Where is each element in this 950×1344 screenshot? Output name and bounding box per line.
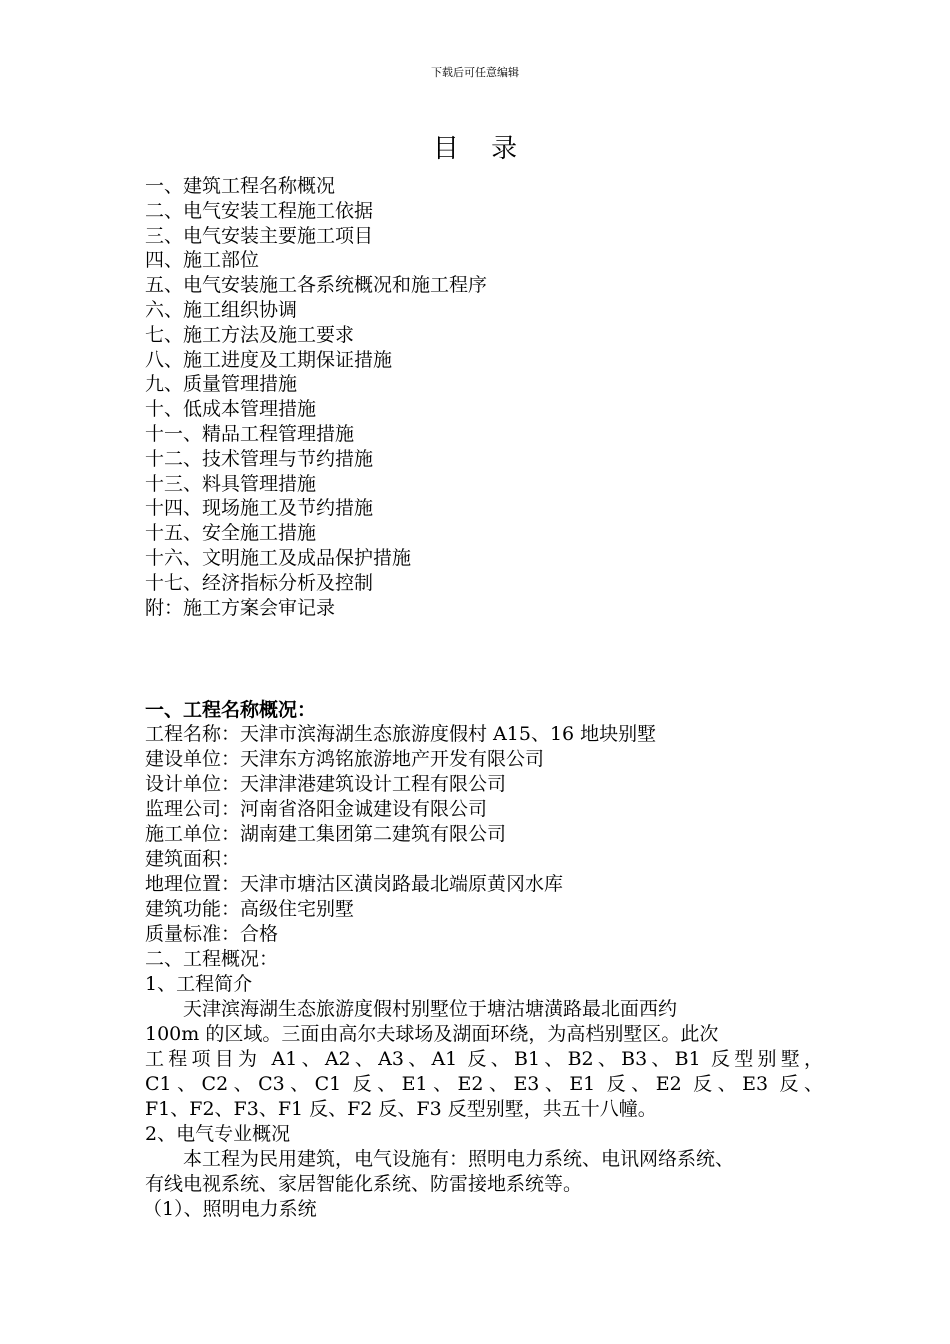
project-info-line: 设计单位：天津津港建筑设计工程有限公司 [145,773,507,795]
paragraph-line: 本工程为民用建筑，电气设施有：照明电力系统、电讯网络系统、 [145,1148,735,1170]
project-info-line: 工程名称：天津市滨海湖生态旅游度假村 A15、16 地块别墅 [145,723,657,745]
toc-item: 十四、现场施工及节约措施 [145,497,374,520]
project-info-line: 建筑面积： [145,848,241,870]
project-info-line: 建设单位：天津东方鸿铭旅游地产开发有限公司 [145,748,545,770]
electric-paragraph [145,1147,823,1197]
toc-item: 五、电气安装施工各系统概况和施工程序 [145,274,488,297]
project-info-line: 施工单位：湖南建工集团第二建筑有限公司 [145,823,507,845]
toc-item: 一、建筑工程名称概况 [145,175,336,197]
paragraph-line: F1、F2、F3、F1 反、F2 反、F3 反型别墅，共五十八幢。 [145,1098,657,1120]
paragraph-line: 天津滨海湖生态旅游度假村别墅位于塘沽塘潢路最北面西约 [145,998,678,1020]
toc-item: 九、质量管理措施 [145,373,298,396]
toc-item: 四、施工部位 [145,249,260,272]
paragraph-line: 有线电视系统、家居智能化系统、防雷接地系统等。 [145,1173,583,1195]
paragraph-line: 100m 的区域。三面由高尔夫球场及湖面环绕，为高档别墅区。此次 [145,1023,719,1045]
subsection-heading: （1）、照明电力系统 [143,1198,317,1220]
project-info-line: 质量标准：合格 [145,923,279,945]
toc-item: 十七、经济指标分析及控制 [145,571,374,594]
toc-title: 目 录 [432,134,530,164]
toc-item: 十三、料具管理措施 [145,472,317,495]
section-heading: 二、工程概况： [145,948,279,970]
project-info-line: 建筑功能：高级住宅别墅 [145,898,355,920]
paragraph-line: C1、C2、C3、C1 反、E1、E2、E3、E1 反、E2 反、E3 反、 [145,1073,823,1095]
header-note: 下载后可任意编辑 [431,66,519,79]
toc-item: 十、低成本管理措施 [145,398,317,421]
paragraph-line: 工程项目为 A1、A2、A3、A1 反、B1、B2、B3、B1 反型别墅， [145,1048,823,1070]
toc-item: 附：施工方案会审记录 [145,596,336,619]
subsection-heading: 2、电气专业概况 [145,1123,291,1145]
toc-item: 二、电气安装工程施工依据 [145,199,374,222]
section-heading: 一、工程名称概况： [145,699,317,721]
toc-item: 七、施工方法及施工要求 [145,323,355,346]
toc-item: 三、电气安装主要施工项目 [145,224,374,247]
toc-item: 八、施工进度及工期保证措施 [145,348,393,371]
toc-item: 十二、技术管理与节约措施 [145,447,374,470]
project-info-line: 监理公司：河南省洛阳金诚建设有限公司 [145,798,488,820]
intro-paragraph [145,997,823,1122]
project-info-line: 地理位置：天津市塘沽区潢岗路最北端原黄冈水库 [145,873,564,895]
project-info-list [145,722,845,947]
subsection-heading: 1、工程简介 [145,973,253,995]
toc-item: 十一、精品工程管理措施 [145,422,355,445]
toc-list [145,174,845,620]
toc-item: 十六、文明施工及成品保护措施 [145,546,412,569]
toc-item: 六、施工组织协调 [145,298,298,321]
toc-item: 十五、安全施工措施 [145,522,317,545]
